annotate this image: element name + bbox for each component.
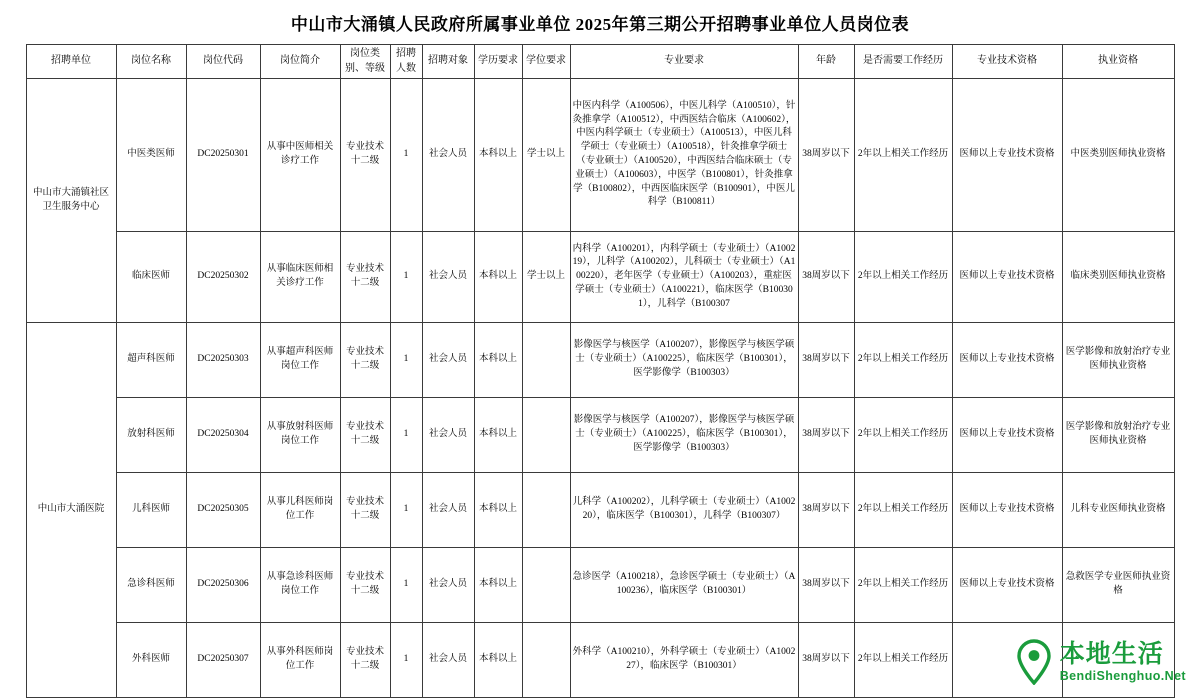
experience: 2年以上相关工作经历: [854, 79, 952, 232]
header-headcount: 招聘人数: [390, 45, 422, 79]
table-header-row: [26, 45, 1174, 79]
position-intro: 从事超声科医师岗位工作: [260, 323, 340, 398]
degree: [522, 473, 570, 548]
position-code: DC20250304: [186, 398, 260, 473]
tech-qualification: 医师以上专业技术资格: [952, 79, 1062, 232]
position-name: 临床医师: [116, 232, 186, 323]
header-position-code: 岗位代码: [186, 45, 260, 79]
header-practice-qualification: 执业资格: [1062, 45, 1174, 79]
unit-cell: 中山市大涌医院: [26, 323, 116, 698]
education: 本科以上: [474, 323, 522, 398]
education: 本科以上: [474, 398, 522, 473]
table-row: [26, 323, 1174, 398]
position-intro: 从事急诊科医师岗位工作: [260, 548, 340, 623]
major: 外科学（A100210），外科学硕士（专业硕士）（A100227），临床医学（B100301）: [570, 623, 798, 698]
table-row: [26, 548, 1174, 623]
practice-qualification: 儿科专业医师执业资格: [1062, 473, 1174, 548]
tech-qualification: 医师以上专业技术资格: [952, 548, 1062, 623]
education: 本科以上: [474, 232, 522, 323]
tech-qualification: 医师以上专业技术资格: [952, 473, 1062, 548]
position-name: 急诊科医师: [116, 548, 186, 623]
education: 本科以上: [474, 548, 522, 623]
experience: 2年以上相关工作经历: [854, 623, 952, 698]
position-intro: 从事儿科医师岗位工作: [260, 473, 340, 548]
practice-qualification: 中医类别医师执业资格: [1062, 79, 1174, 232]
education: 本科以上: [474, 473, 522, 548]
position-name: 放射科医师: [116, 398, 186, 473]
table-row: [26, 623, 1174, 698]
headcount: 1: [390, 623, 422, 698]
practice-qualification: 医学影像和放射治疗专业医师执业资格: [1062, 398, 1174, 473]
target: 社会人员: [422, 623, 474, 698]
headcount: 1: [390, 398, 422, 473]
degree: 学士以上: [522, 79, 570, 232]
header-tech-qualification: 专业技术资格: [952, 45, 1062, 79]
age: 38周岁以下: [798, 232, 854, 323]
position-name: 儿科医师: [116, 473, 186, 548]
target: 社会人员: [422, 232, 474, 323]
degree: [522, 323, 570, 398]
table-row: [26, 473, 1174, 548]
watermark: [1016, 639, 1186, 685]
experience: 2年以上相关工作经历: [854, 398, 952, 473]
experience: 2年以上相关工作经历: [854, 232, 952, 323]
major: 影像医学与核医学（A100207），影像医学与核医学硕士（专业硕士）（A100225），临床医学（B100301），医学影像学（B100303）: [570, 398, 798, 473]
position-name: 外科医师: [116, 623, 186, 698]
category-level: 专业技术十二级: [340, 548, 390, 623]
practice-qualification: 医学影像和放射治疗专业医师执业资格: [1062, 323, 1174, 398]
experience: 2年以上相关工作经历: [854, 473, 952, 548]
target: 社会人员: [422, 398, 474, 473]
header-degree: 学位要求: [522, 45, 570, 79]
major: 影像医学与核医学（A100207），影像医学与核医学硕士（专业硕士）（A100225），临床医学（B100301），医学影像学（B100303）: [570, 323, 798, 398]
age: 38周岁以下: [798, 323, 854, 398]
position-intro: 从事临床医师相关诊疗工作: [260, 232, 340, 323]
header-position-intro: 岗位简介: [260, 45, 340, 79]
watermark-text: [1059, 639, 1186, 683]
headcount: 1: [390, 548, 422, 623]
job-listing-table: [26, 44, 1175, 698]
table-row: [26, 79, 1174, 232]
position-code: DC20250306: [186, 548, 260, 623]
age: 38周岁以下: [798, 548, 854, 623]
header-age: 年龄: [798, 45, 854, 79]
education: 本科以上: [474, 79, 522, 232]
position-code: DC20250301: [186, 79, 260, 232]
header-category-level: 岗位类别、等级: [340, 45, 390, 79]
major: 内科学（A100201），内科学硕士（专业硕士）（A100219），儿科学（A100202），儿科硕士（专业硕士）（A100220），老年医学（专业硕士）（A100203），重症医学硕士（专业硕士）（A100221），临床医学（B100301），儿科学（B100307: [570, 232, 798, 323]
age: 38周岁以下: [798, 623, 854, 698]
header-target: 招聘对象: [422, 45, 474, 79]
position-intro: 从事放射科医师岗位工作: [260, 398, 340, 473]
page-title: 中山市大涌镇人民政府所属事业单位 2025年第三期公开招聘事业单位人员岗位表: [290, 15, 910, 34]
watermark-main-text: 本地生活: [1059, 639, 1164, 668]
degree: [522, 398, 570, 473]
category-level: 专业技术十二级: [340, 232, 390, 323]
table-row: [26, 232, 1174, 323]
tech-qualification: 医师以上专业技术资格: [952, 232, 1062, 323]
header-recruiting-unit: 招聘单位: [26, 45, 116, 79]
tech-qualification: 医师以上专业技术资格: [952, 398, 1062, 473]
header-education: 学历要求: [474, 45, 522, 79]
header-major: 专业要求: [570, 45, 798, 79]
major: 儿科学（A100202），儿科学硕士（专业硕士）（A100220），临床医学（B100301），儿科学（B100307）: [570, 473, 798, 548]
category-level: 专业技术十二级: [340, 398, 390, 473]
location-pin-icon: [1016, 639, 1052, 685]
category-level: 专业技术十二级: [340, 473, 390, 548]
position-code: DC20250303: [186, 323, 260, 398]
headcount: 1: [390, 323, 422, 398]
table-row: [26, 398, 1174, 473]
position-name: 超声科医师: [116, 323, 186, 398]
category-level: 专业技术十二级: [340, 79, 390, 232]
position-code: DC20250302: [186, 232, 260, 323]
header-position-name: 岗位名称: [116, 45, 186, 79]
experience: 2年以上相关工作经历: [854, 548, 952, 623]
unit-cell: 中山市大涌镇社区卫生服务中心: [26, 79, 116, 323]
target: 社会人员: [422, 473, 474, 548]
major: 中医内科学（A100506），中医儿科学（A100510），针灸推拿学（A100512），中西医结合临床（A100602），中医内科学硕士（专业硕士）（A100513），中医儿科学硕士（专业硕士）（A100518），针灸推拿学硕士（专业硕士）（A100520），中西医结合临床硕士（专业硕士）（A100603），中医学（B100801），针灸推拿学（B100802），中西医临床医学（B100901），中医儿科学（B100811）: [570, 79, 798, 232]
headcount: 1: [390, 79, 422, 232]
major: 急诊医学（A100218），急诊医学硕士（专业硕士）（A100236），临床医学（B100301）: [570, 548, 798, 623]
education: 本科以上: [474, 623, 522, 698]
degree: 学士以上: [522, 232, 570, 323]
degree: [522, 623, 570, 698]
position-intro: 从事外科医师岗位工作: [260, 623, 340, 698]
position-intro: 从事中医师相关诊疗工作: [260, 79, 340, 232]
target: 社会人员: [422, 79, 474, 232]
headcount: 1: [390, 473, 422, 548]
position-name: 中医类医师: [116, 79, 186, 232]
experience: 2年以上相关工作经历: [854, 323, 952, 398]
age: 38周岁以下: [798, 473, 854, 548]
position-code: DC20250305: [186, 473, 260, 548]
category-level: 专业技术十二级: [340, 323, 390, 398]
position-code: DC20250307: [186, 623, 260, 698]
degree: [522, 548, 570, 623]
watermark-sub-text: BendiShenghuo.Net: [1059, 668, 1186, 683]
target: 社会人员: [422, 323, 474, 398]
practice-qualification: 临床类别医师执业资格: [1062, 232, 1174, 323]
category-level: 专业技术十二级: [340, 623, 390, 698]
age: 38周岁以下: [798, 398, 854, 473]
practice-qualification: 急救医学专业医师执业资格: [1062, 548, 1174, 623]
tech-qualification: 医师以上专业技术资格: [952, 323, 1062, 398]
headcount: 1: [390, 232, 422, 323]
target: 社会人员: [422, 548, 474, 623]
age: 38周岁以下: [798, 79, 854, 232]
header-experience: 是否需要工作经历: [854, 45, 952, 79]
